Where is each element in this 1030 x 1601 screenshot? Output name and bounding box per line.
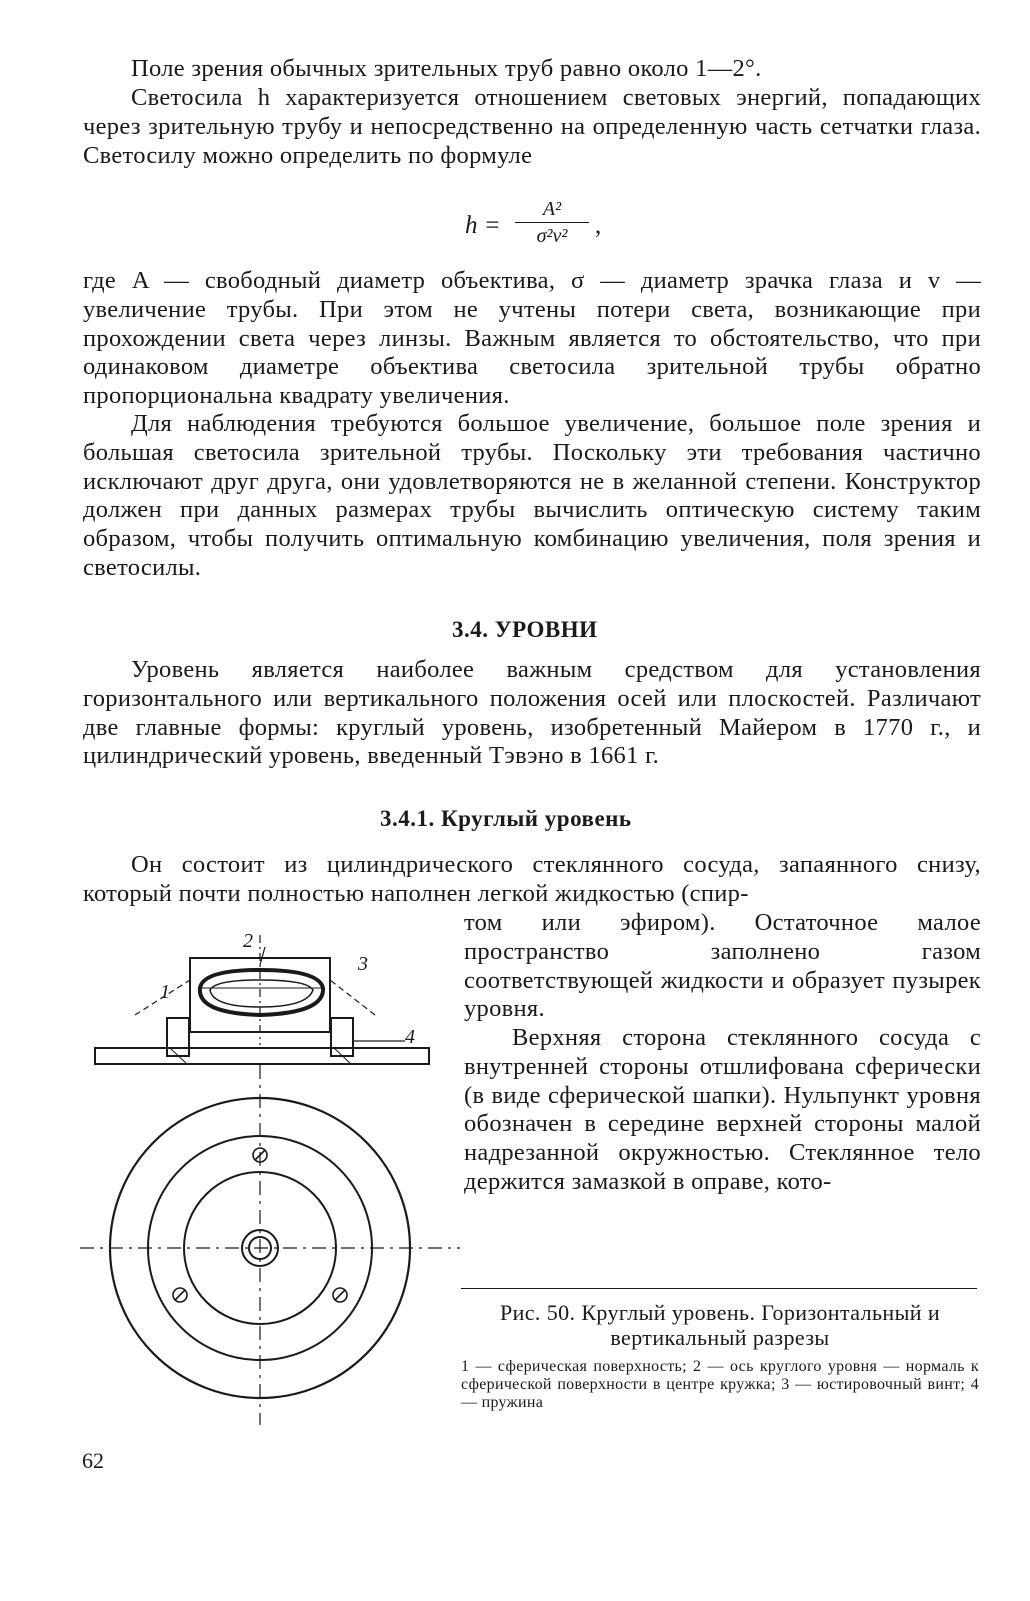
level-drawing [75,925,460,1425]
formula-comma: , [595,212,602,239]
leader-2 [260,947,265,965]
paragraph-formula-explanation: где A — свободный диаметр объектива, σ — диаметр зрачка глаза и v — увеличение трубы. При этом не учтены потери света, возникающие при прохождении света через линзы. Важным является то обстоятельство, что при одинаковом диаметре объектива светосила зрительной трубы обратно пропорциональна квадрату увеличения. [83,267,981,410]
figure-circular-level [75,925,460,1430]
paragraph-circular-level: Он состоит из цилиндрического стеклянного сосуда, запаянного снизу, который почти полностью наполнен легкой жидкостью (спир- [83,851,981,907]
figure-caption-legend: 1 — сферическая поверхность; 2 — ось круглого уровня — нормаль к сферической поверхности в центре кружка; 3 — юстировочный винт; 4 — пружина [461,1358,979,1411]
label-2: 2 [243,930,253,952]
section-heading: 3.4. УРОВНИ [452,617,598,642]
formula-denominator: σ²v² [536,225,568,247]
label-4: 4 [405,1026,415,1048]
base-plate [95,1048,429,1064]
bubble [210,980,313,1007]
glass-vial [200,970,323,1015]
figure-caption-title: Рис. 50. Круглый уровень. Горизонтальный и вертикальный разрезы [499,1300,941,1350]
caption-divider [461,1288,977,1289]
light-power-formula [465,198,665,248]
label-1: 1 [160,981,170,1003]
paragraph-light-power: Светосила h характеризуется отношением световых энергий, попадающих через зрительную трубу и непосредственно на определенную часть сетчатки глаза. Светосилу можно определить по формуле [83,84,981,169]
label-3: 3 [358,953,368,975]
formula-numerator: A² [542,198,562,220]
leader-3 [330,980,375,1015]
paragraph-field-of-view: Поле зрения обычных зрительных труб равно около 1—2°. [131,55,762,82]
right-adjust-screw [331,1018,353,1056]
formula-fraction [515,198,589,247]
vertical-section [95,935,429,1064]
paragraph-residual-space: том или эфиром). Остаточное малое пространство заполнено газом соответствующей жидкости и образует пузырек уровня. [464,909,981,1023]
paragraph-levels-intro: Уровень является наиболее важным средством для установления горизонтального или вертикального положения осей или плоскостей. Различают две главные формы: круглый уровень, изобретенный Майером в 1770 г., и цилиндрический уровень, введенный Тэвэно в 1661 г. [83,656,981,770]
plan-view [80,1065,460,1425]
page-number: 62 [82,1448,104,1473]
fraction-bar [515,222,589,223]
paragraph-observation-requirements: Для наблюдения требуются большое увеличение, большое поле зрения и большая светосила зрительной трубы. Поскольку эти требования частично исключают друг друга, они удовлетворяются не в желанной степени. Конструктор должен при данных размерах трубы вычислить оптическую систему таким образом, чтобы получить оптимальную комбинацию увеличения, поля зрения и светосилы. [83,410,981,581]
paragraph-upper-side: Верхняя сторона стеклянного сосуда с внутренней стороны отшлифована сферически (в виде сферической шапки). Нульпункт уровня обозначен в середине верхней стороны малой надрезанной окружностью. Стеклянное тело держится замазкой в оправе, кото- [464,1024,981,1195]
formula-lhs: h = [465,212,501,239]
subsection-heading: 3.4.1. Круглый уровень [380,806,632,831]
left-adjust-screw [167,1018,189,1056]
